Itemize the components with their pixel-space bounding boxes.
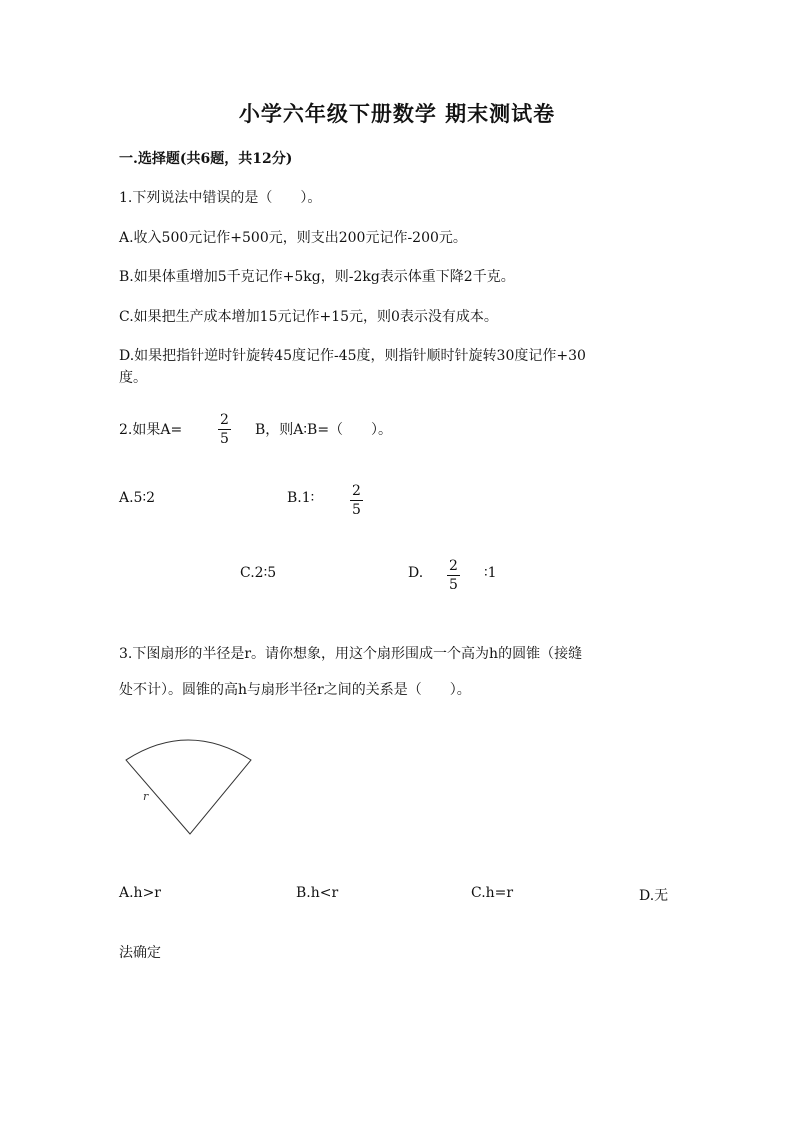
fraction-denominator: 5 (352, 502, 361, 518)
fraction-numerator: 2 (220, 412, 229, 428)
question-3-option-b: B.h<r (296, 885, 339, 901)
radius-label: r (143, 790, 149, 803)
question-1-option-b: B.如果体重增加5千克记作+5kg，则-2kg表示体重下降2千克。 (119, 269, 515, 285)
question-1-option-d-line1: D.如果把指针逆时针旋转45度记作-45度，则指针顺时针旋转30度记作+30 (119, 348, 586, 364)
fraction-denominator: 5 (220, 431, 229, 447)
sector-outline (126, 740, 251, 834)
question-2-option-d-prefix: D. (408, 565, 424, 581)
fraction-two-fifths (447, 558, 460, 593)
question-3-option-a: A.h>r (119, 885, 161, 901)
question-2-option-d-suffix: ∶1 (484, 565, 497, 581)
fraction-two-fifths (350, 483, 363, 518)
fraction-denominator: 5 (449, 577, 458, 593)
fraction-numerator: 2 (352, 483, 361, 499)
sector-figure (118, 732, 260, 842)
question-2-option-b-prefix: B.1∶ (287, 490, 315, 506)
question-3-option-d-line1: D.无 (639, 888, 669, 904)
question-3-option-c: C.h=r (471, 885, 514, 901)
question-3-option-d-line2: 法确定 (119, 945, 161, 961)
question-1-option-a: A.收入500元记作+500元，则支出200元记作-200元。 (119, 230, 467, 246)
question-3-stem-line2: 处不计）。圆锥的高h与扇形半径r之间的关系是（ ）。 (119, 682, 471, 698)
question-3-stem-line1: 3.下图扇形的半径是r。请你想象，用这个扇形围成一个高为h的圆锥（接缝 (119, 646, 583, 662)
question-2-option-a: A.5∶2 (119, 490, 156, 506)
page-title: 小学六年级下册数学 期末测试卷 (238, 101, 556, 126)
question-2-stem-suffix: B，则A∶B=（ ）。 (255, 422, 393, 438)
question-1-stem: 1.下列说法中错误的是（ ）。 (119, 190, 322, 206)
question-2-stem-prefix: 2.如果A= (119, 422, 183, 438)
question-1-option-d-line2: 度。 (119, 370, 147, 386)
question-2-option-c: C.2∶5 (240, 565, 277, 581)
section-heading: 一.选择题(共6题，共12分) (119, 151, 293, 167)
question-1-option-c: C.如果把生产成本增加15元记作+15元，则0表示没有成本。 (119, 309, 498, 325)
fraction-numerator: 2 (449, 558, 458, 574)
fraction-two-fifths (218, 412, 231, 447)
